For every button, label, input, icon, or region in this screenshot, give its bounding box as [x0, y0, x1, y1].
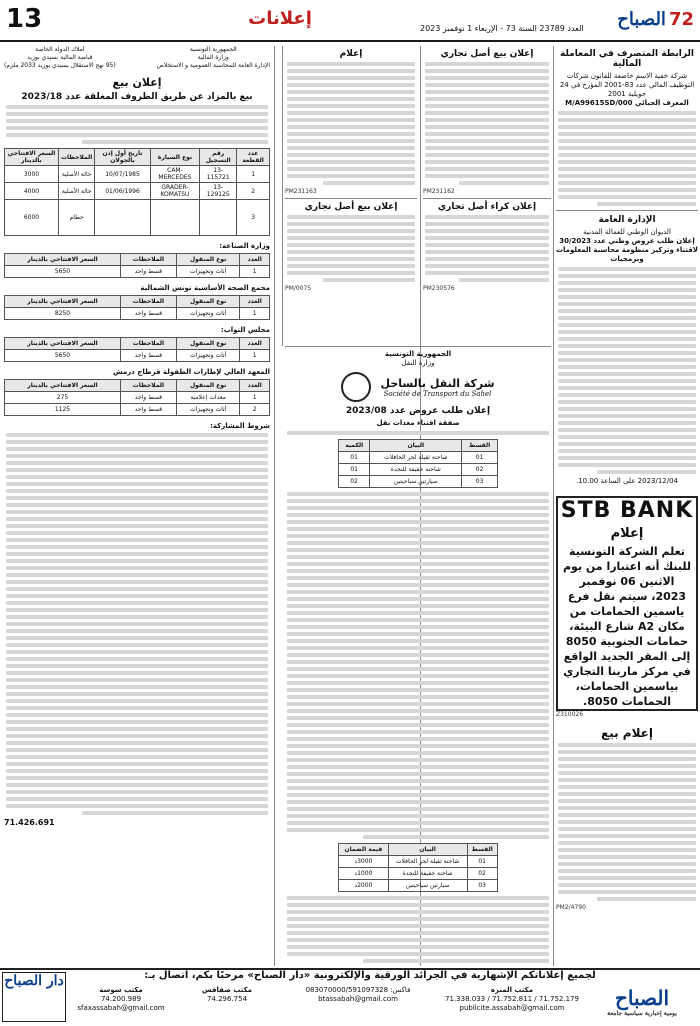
ad-code: Z310026: [556, 711, 584, 718]
table-row: [339, 464, 498, 476]
table-header: الكمية: [339, 440, 370, 452]
table-cell: أثاث وتجهيزات: [176, 308, 240, 320]
company-name-ar: شركة النقل بالساحل: [380, 376, 495, 390]
table-cell: 13-115721: [200, 166, 237, 183]
table-row: [5, 404, 270, 416]
tender-title: إعلان طلب عروض عدد 2023/08: [345, 406, 491, 416]
ad-subtitle: بيع بالمزاد عن طريق الظروف المغلقة عدد 2023/18: [21, 92, 253, 102]
footer-logo: [588, 986, 696, 1020]
vehicles-table: [4, 148, 270, 236]
dar-assabah-logo: [2, 972, 66, 1022]
office-phones: 71.752.179 / 71.752.811 / 71.338.033: [445, 995, 579, 1003]
table-cell: شاحنة ثقيلة لجر الحافلات: [388, 856, 467, 868]
table-cell: سيارتين سياحيتين: [370, 476, 462, 488]
ad-code: PM231163: [285, 188, 317, 195]
table-cell: قسط واحد: [120, 308, 176, 320]
table-cell: [200, 200, 237, 236]
column-3: [285, 46, 417, 346]
table-header: الملاحظات: [120, 296, 176, 308]
conditions-body: [4, 433, 270, 815]
table-row: [5, 392, 270, 404]
ad-title: الإدارة العامة: [598, 215, 656, 225]
section-heading: وزارة الصناعة:: [219, 242, 270, 250]
office-email[interactable]: publicite.assabah@gmail.com: [459, 1004, 565, 1012]
table-header: الملاحظات: [120, 338, 176, 350]
table-cell: أثاث وتجهيزات: [176, 350, 240, 362]
table-header: العدد: [240, 380, 270, 392]
phone-number: 71.426.691: [4, 818, 55, 827]
table-cell: 1: [240, 350, 270, 362]
table-cell: 1125: [5, 404, 121, 416]
table-cell: 8250: [5, 308, 121, 320]
office-label: أملاك الدولة الخاصة: [35, 46, 85, 53]
column-1: [556, 46, 698, 966]
table-header: السعر الافتتاحي بالدينار: [5, 338, 121, 350]
column-rule: [282, 46, 283, 346]
table-cell: 01: [339, 464, 370, 476]
stb-bank-notice: [556, 496, 698, 711]
table-header: العدد: [240, 338, 270, 350]
newspaper-logo: [598, 4, 694, 34]
ad-body: [285, 215, 417, 282]
fax-number: فاكس: 083070000/591097328: [305, 986, 411, 994]
ministry-label: وزارة المالية: [197, 54, 229, 61]
ad-title: إعلان بيع: [112, 76, 162, 89]
ad-headline: إعلان طلب عروض وطني عدد 30/2023: [559, 237, 695, 245]
ad-code: PM/0075: [285, 285, 312, 292]
ad-body: [556, 267, 698, 474]
office-label: قباضة المالية بسيدي بوزيد: [27, 54, 93, 61]
ad-body: [285, 62, 417, 185]
office-address: (95 نهج الاستقلال بسيدي بوزيد 2033 ملزم): [4, 62, 116, 69]
table-row: [5, 350, 270, 362]
table-cell: [150, 200, 200, 236]
section-title: إعلانات: [248, 8, 312, 29]
table-cell: قسط واحد: [120, 404, 176, 416]
table-cell: 1: [240, 308, 270, 320]
table-cell: 01: [339, 452, 370, 464]
table-cell: 1: [237, 166, 270, 183]
table-cell: شاحنة خفيفة للنجدة: [370, 464, 462, 476]
table-header: الملاحظات: [120, 380, 176, 392]
table-header: البيان: [370, 440, 462, 452]
guarantee-table: [338, 843, 498, 892]
table-cell: سيارتين سياحيتين: [388, 880, 467, 892]
toll-block: [280, 986, 436, 1020]
table-cell: 1: [240, 392, 270, 404]
issue-info: العدد 23789 السنة 73 - الإربعاء 1 نوفمبر 2023: [420, 24, 584, 33]
table-cell: أثاث وتجهيزات: [176, 266, 240, 278]
ad-code: PM2/4790: [556, 904, 586, 911]
table-cell: 02: [462, 464, 497, 476]
bank-notice-title: إعلام: [610, 526, 644, 541]
logo-number: 72: [668, 8, 694, 30]
office-email[interactable]: sfaxassabah@gmail.com: [77, 1004, 165, 1012]
table-cell: قسط واحد: [120, 392, 176, 404]
office-phones: 74.296.754: [206, 995, 248, 1003]
table-cell: 2: [240, 404, 270, 416]
state-property-sale-ad: [4, 46, 270, 966]
office-phones: 74.200.989: [100, 995, 142, 1003]
table-cell: 6000: [5, 200, 59, 236]
sts-logo: [285, 372, 551, 402]
table-cell: قسط واحد: [120, 266, 176, 278]
table-header: نوع المنقول: [176, 338, 240, 350]
office-title: مكتب سوسة: [99, 986, 143, 994]
ad-body: [423, 62, 551, 185]
goods-table: [4, 337, 270, 362]
section-heading: مجلس النواب:: [220, 326, 270, 334]
table-row: [5, 200, 270, 236]
ad-body: [556, 743, 698, 901]
table-cell: أثاث وتجهيزات: [176, 404, 240, 416]
office-email[interactable]: btassabah@gmail.com: [318, 995, 398, 1003]
table-header: نوع المنقول: [176, 296, 240, 308]
ad-body: [4, 105, 270, 144]
column-rule: [553, 46, 554, 966]
bank-notice-body: تعلم الشركة التونسية للبنك أنه اعتبارا من يوم الاثنين 06 نوفمبر 2023، سيتم نقل فرع ياسمين الحمامات من مكان A2 شارع البيئة، حمامات الجنوبية 8050 إلى المقر الجديد الواقع في مركز مارينا التجاري بياسمين الحمامات، الحمامات 8050.: [562, 545, 692, 708]
table-row: [339, 452, 498, 464]
table-header: السعر الافتتاحي بالدينار: [5, 296, 121, 308]
company-name-fr: Société de Transport du Sahel: [383, 389, 492, 398]
ad-body: [556, 111, 698, 206]
table-header: تاريخ أول إذن بالجولان: [95, 149, 150, 166]
office-title: مكتب صفاقس: [201, 986, 253, 994]
table-cell: 10/07/1985: [95, 166, 150, 183]
sfax-office: [178, 986, 276, 1020]
ad-title: إعلان بيع أصل تجاري: [304, 202, 398, 212]
table-cell: 13-129125: [200, 183, 237, 200]
tender-body: [285, 896, 551, 963]
table-cell: 3000د: [339, 856, 388, 868]
republic-label: الجمهورية التونسية: [189, 46, 237, 53]
stb-logo: STB BANK: [560, 498, 694, 523]
ad-title: إعلان كراء أصل تجاري: [437, 202, 537, 212]
logo-text: دار الصباح: [4, 973, 64, 989]
table-row: [339, 856, 498, 868]
goods-table: [4, 295, 270, 320]
tender-subtitle: صفقة اقتناء معدات نقل: [376, 419, 460, 427]
ad-footer: 2023/12/04 على الساعة 10.00.: [575, 477, 679, 485]
footer-logo-text: الصباح: [614, 986, 670, 1010]
table-cell: 02: [339, 476, 370, 488]
table-row: [339, 476, 498, 488]
table-header: السعر الافتتاحي بالدينار: [5, 149, 59, 166]
sts-emblem-icon: [341, 372, 371, 402]
department-label: الإدارة العامة للمحاسبة العمومية و الاستخلاص: [156, 62, 270, 69]
republic-label: الجمهورية التونسية: [384, 350, 452, 358]
sousse-office: [68, 986, 174, 1020]
table-row: [5, 166, 270, 183]
ad-body: [423, 215, 551, 282]
lots-table: [338, 439, 498, 488]
table-row: [5, 308, 270, 320]
table-cell: 2: [237, 183, 270, 200]
table-cell: حالة الأصلية: [58, 166, 94, 183]
table-header: البيان: [388, 844, 467, 856]
table-header: القسط: [467, 844, 497, 856]
table-header: الملاحظات: [120, 254, 176, 266]
table-cell: 02: [467, 868, 497, 880]
table-cell: 1000د: [339, 868, 388, 880]
goods-table: [4, 253, 270, 278]
sts-tender-ad: [285, 346, 551, 967]
ad-title: إعلان بيع أصل تجاري: [440, 49, 534, 59]
table-cell: 1: [240, 266, 270, 278]
page-header: [0, 0, 700, 42]
ad-headline: لاقتناء وتركيز منظومة محاسبة المعلومات وبرمجيات: [556, 246, 698, 263]
table-row: [5, 266, 270, 278]
tunis-office: [440, 986, 584, 1020]
ad-title: إعلام: [339, 49, 363, 59]
ad-code: PM231162: [423, 188, 455, 195]
table-cell: 4000: [5, 183, 59, 200]
table-cell: حطام: [58, 200, 94, 236]
table-header: نوع السيارة: [150, 149, 200, 166]
ad-reference: المعرف الجبائي 000/M/A99615SD: [565, 99, 689, 107]
table-cell: 275: [5, 392, 121, 404]
table-cell: حالة الأصلية: [58, 183, 94, 200]
table-header: عدد القطعة: [237, 149, 270, 166]
table-cell: 03: [467, 880, 497, 892]
table-cell: شاحنة ثقيلة لجر الحافلات: [370, 452, 462, 464]
table-cell: [95, 200, 150, 236]
ministry-label: وزارة النقل: [401, 359, 435, 367]
table-cell: شاحنة خفيفة للنجدة: [388, 868, 467, 880]
table-header: الملاحظات: [58, 149, 94, 166]
table-cell: 01: [467, 856, 497, 868]
footer-slogan: يومية إخبارية سياسية جامعة: [607, 1010, 677, 1017]
table-header: السعر الافتتاحي بالدينار: [5, 380, 121, 392]
table-row: [339, 880, 498, 892]
table-header: رقم التسجيل: [200, 149, 237, 166]
table-cell: 01: [462, 452, 497, 464]
ad-subtitle: الديوان الوطني للعمالة المدنية: [583, 228, 671, 236]
table-cell: 3000: [5, 166, 59, 183]
table-header: قيمة الضمان: [339, 844, 388, 856]
tender-body: [285, 492, 551, 839]
table-cell: GRADER-KOMATSU: [150, 183, 200, 200]
table-header: نوع المنقول: [176, 380, 240, 392]
column-rule: [274, 46, 275, 966]
ad-title: إعلام بيع: [601, 726, 653, 740]
column-2: [423, 46, 551, 346]
table-cell: 5650: [5, 266, 121, 278]
logo-word: الصباح: [617, 8, 666, 30]
table-cell: 03: [462, 476, 497, 488]
table-cell: 5650: [5, 350, 121, 362]
issuer-block: [157, 46, 270, 70]
table-header: العدد: [240, 254, 270, 266]
table-cell: 2000د: [339, 880, 388, 892]
ad-code: PM230576: [423, 285, 455, 292]
table-cell: قسط واحد: [120, 350, 176, 362]
table-header: السعر الافتتاحي بالدينار: [5, 254, 121, 266]
section-heading: المعهد العالي لإطارات الطفولة قرطاج درمش: [113, 368, 270, 376]
footer-banner: لجميع إعلاناتكم الإشهارية في الجرائد الورقية والإلكترونية «دار الصباح» مرحبًا بكم، اتصال بـ:: [144, 970, 596, 981]
table-cell: 01/06/1996: [95, 183, 150, 200]
table-header: العدد: [240, 296, 270, 308]
ad-subtitle: شركة خفية الاسم خاضعة للقانون شركات التوظيف المالي عدد 83-2001 المؤرخ في 24 جويلية 2001: [559, 72, 695, 98]
table-header: القسط: [462, 440, 497, 452]
office-title: مكتب المنزه: [490, 986, 534, 994]
table-cell: CAM-MERCEDES: [150, 166, 200, 183]
ad-title: الرابطة المتصرف في المعاملة المالية: [560, 49, 694, 69]
table-row: [5, 183, 270, 200]
table-cell: 3: [237, 200, 270, 236]
section-heading: مجمع الصحة الأساسية تونس الشمالية: [140, 284, 270, 292]
page-number: 13: [6, 4, 43, 34]
table-header: نوع المنقول: [176, 254, 240, 266]
goods-table: [4, 379, 270, 416]
table-cell: معدات إعلامية: [176, 392, 240, 404]
office-block: [4, 46, 116, 70]
table-row: [339, 868, 498, 880]
section-heading: شروط المشاركة:: [210, 422, 270, 430]
